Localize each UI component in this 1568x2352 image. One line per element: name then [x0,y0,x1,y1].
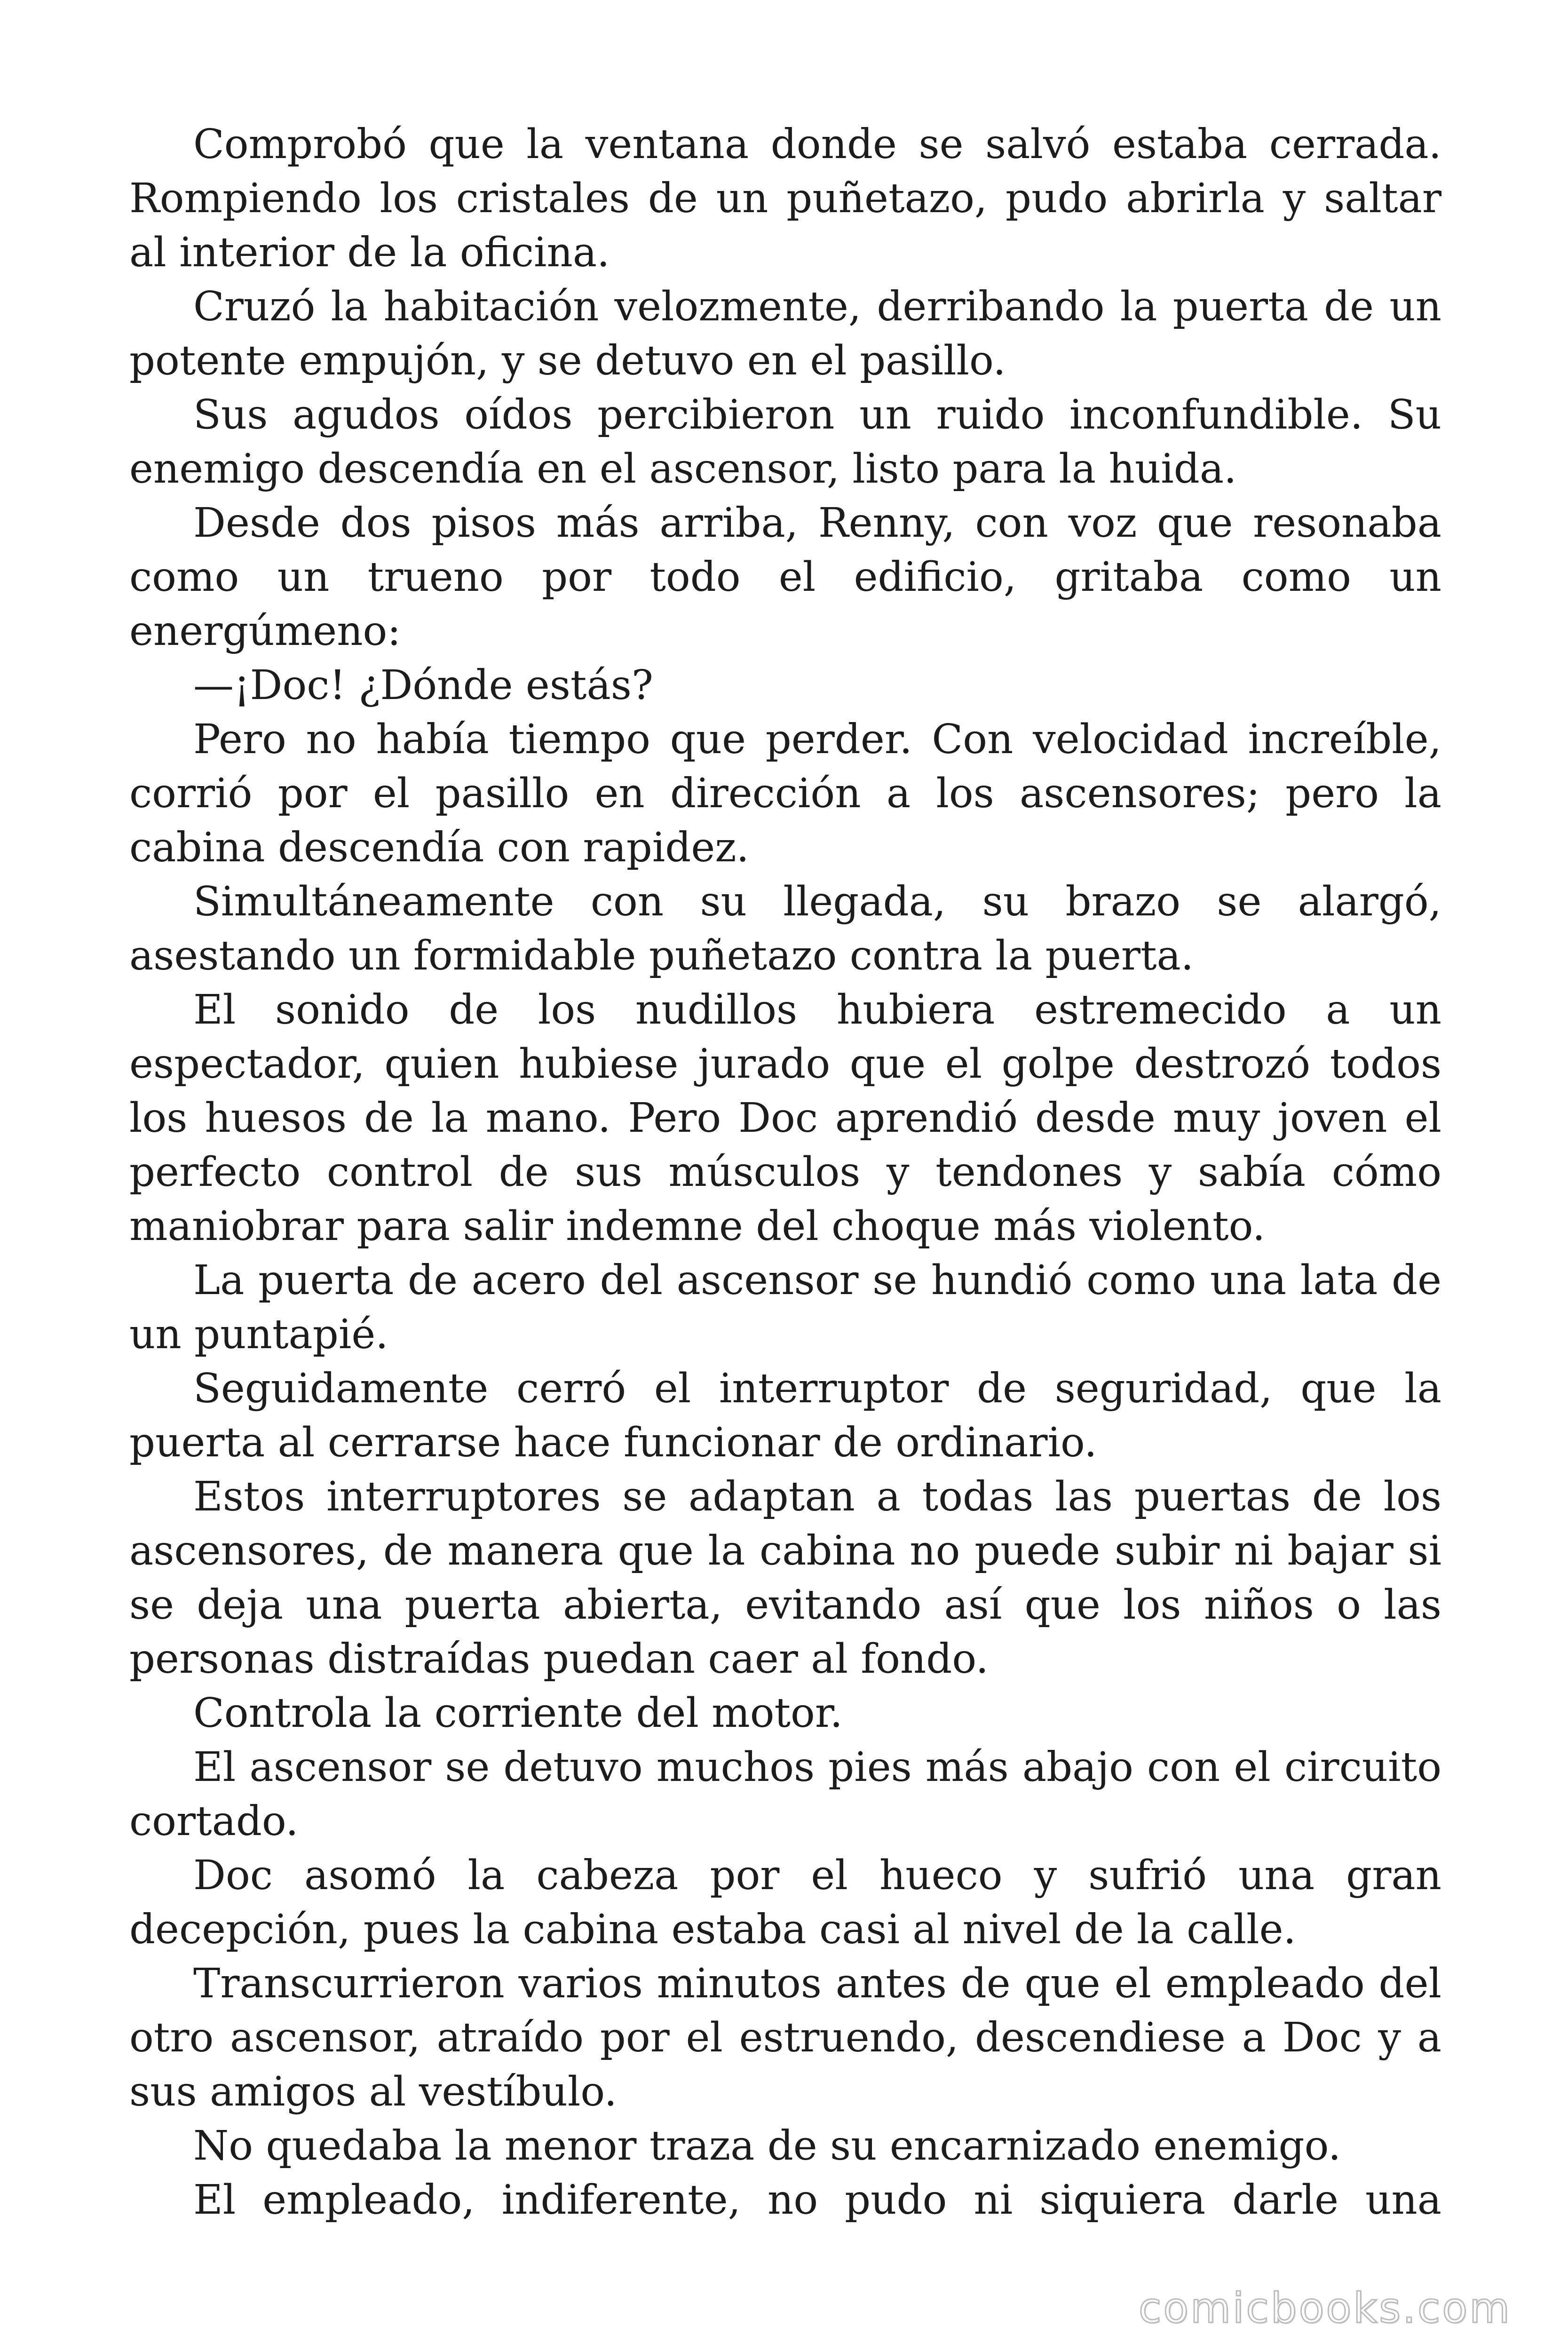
paragraph: Transcurrieron varios minutos antes de que el empleado del otro ascensor, atraído por el estruendo, descendiese a Doc y a sus amigos al vestíbulo. [129,1960,1441,2115]
paragraph: —¡Doc! ¿Dónde estás? [193,662,653,709]
paragraph: Pero no había tiempo que perder. Con velocidad increíble, corrió por el pasillo en dirección a los ascensores; pero la cabina descendía con rapidez. [129,716,1441,871]
body-text [129,118,1441,2227]
paragraph: Simultáneamente con su llegada, su brazo se alargó, asestando un formidable puñetazo contra la puerta. [129,878,1441,979]
paragraph: El sonido de los nudillos hubiera estremecido a un espectador, quien hubiese jurado que el golpe destrozó todos los huesos de la mano. Pero Doc aprendió desde muy joven el perfecto control de sus músculos y tendones y sabía cómo maniobrar para salir indemne del choque más violento. [129,986,1441,1250]
paragraph: Controla la corriente del motor. [193,1690,843,1737]
paragraph: Cruzó la habitación velozmente, derribando la puerta de un potente empujón, y se detuvo en el pasillo. [129,283,1441,384]
paragraph: No quedaba la menor traza de su encarnizado enemigo. [193,2122,1341,2169]
paragraph: Desde dos pisos más arriba, Renny, con voz que resonaba como un trueno por todo el edificio, gritaba como un energúmeno: [129,500,1441,655]
paragraph: Sus agudos oídos percibieron un ruido inconfundible. Su enemigo descendía en el ascensor, listo para la huida. [129,391,1441,493]
paragraph: Comprobó que la ventana donde se salvó estaba cerrada. Rompiendo los cristales de un puñetazo, pudo abrirla y saltar al interior de la oficina. [129,121,1441,276]
watermark: comicbooks.com [1138,2284,1512,2332]
paragraph: El ascensor se detuvo muchos pies más abajo con el circuito cortado. [129,1744,1441,1845]
paragraph: Seguidamente cerró el interruptor de seguridad, que la puerta al cerrarse hace funcionar de ordinario. [129,1365,1441,1466]
paragraph: El empleado, indiferente, no pudo ni siquiera darle una [193,2177,1441,2224]
paragraph: La puerta de acero del ascensor se hundió como una lata de un puntapié. [129,1257,1441,1358]
paragraph: Estos interruptores se adaptan a todas las puertas de los ascensores, de manera que la cabina no puede subir ni bajar si se deja una puerta abierta, evitando así que los niños o las personas distraídas puedan caer al fondo. [129,1473,1441,1683]
paragraph: Doc asomó la cabeza por el hueco y sufrió una gran decepción, pues la cabina estaba casi al nivel de la calle. [129,1852,1441,1953]
